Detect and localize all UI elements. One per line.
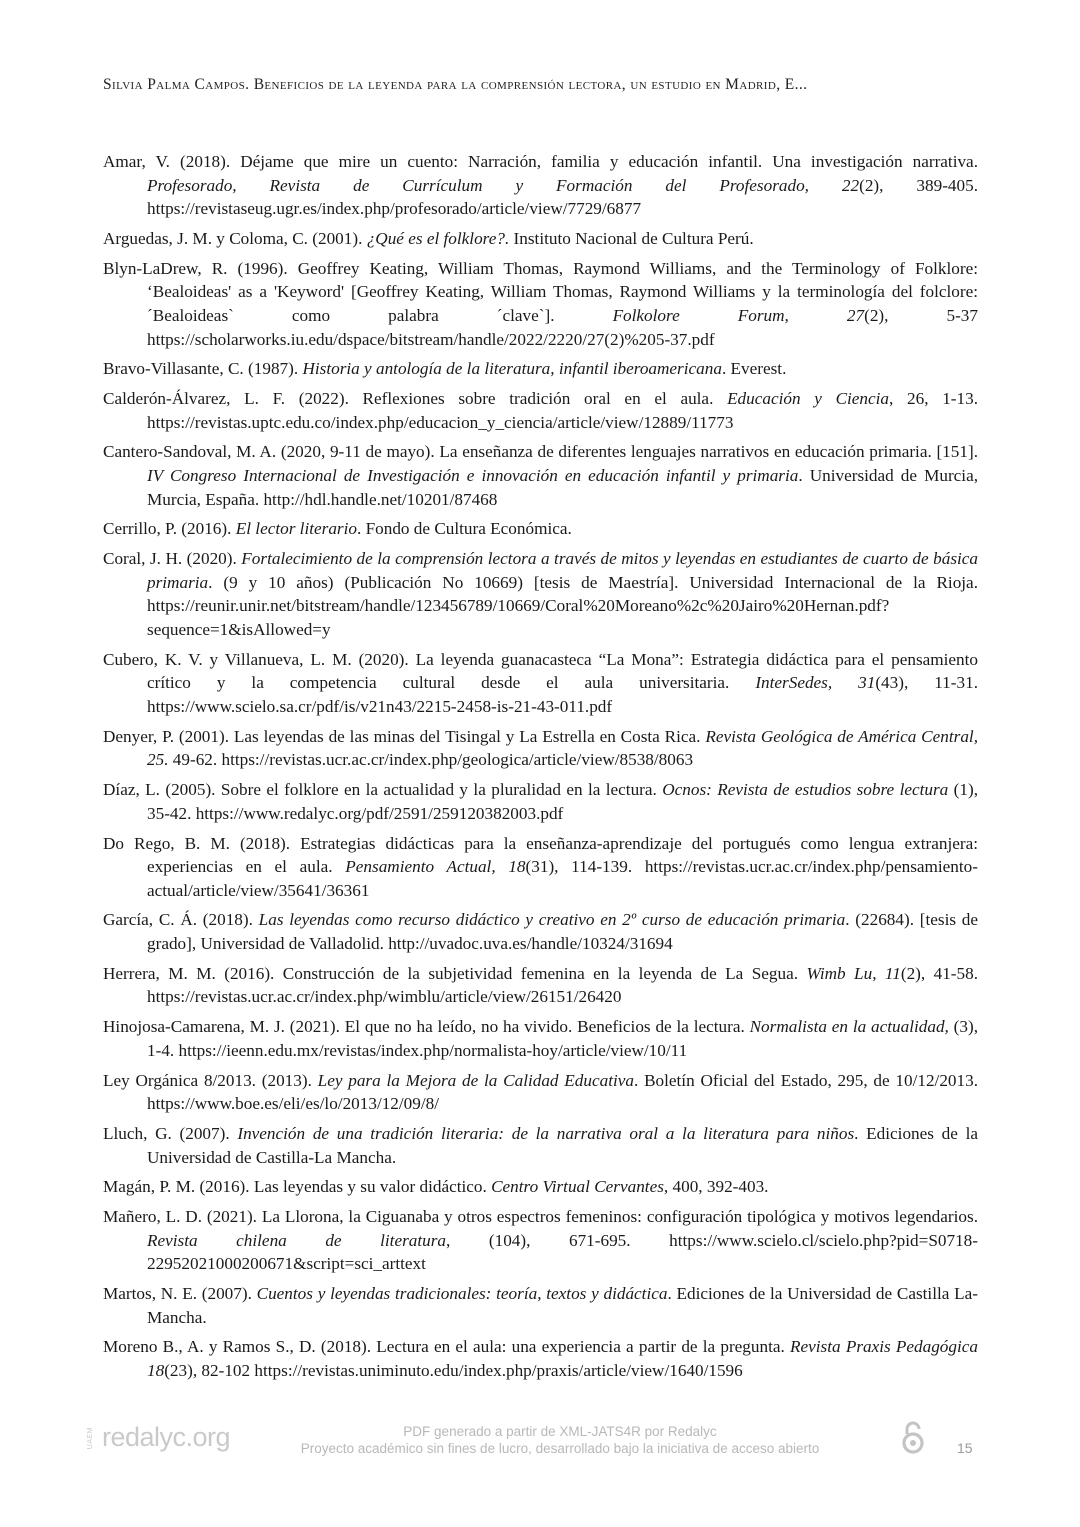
reference-source-title: IV Congreso Internacional de Investigación e innovación en educación infantil y primaria <box>147 466 799 486</box>
reference-source-title: ¿Qué es el folklore?. <box>366 228 510 248</box>
reference-source-title: Wimb Lu, 11 <box>806 963 901 983</box>
reference-text: . Universidad de Murcia, Murcia, España. http://hdl.handle.net/10201/87468 <box>147 466 978 509</box>
reference-source-title: InterSedes, 31 <box>755 673 876 693</box>
reference-text: Ley Orgánica 8/2013. (2013). <box>103 1070 318 1090</box>
reference-source-title: Centro Virtual Cervantes <box>491 1177 664 1197</box>
reference-entry <box>103 962 978 1009</box>
open-access-icon <box>899 1420 927 1456</box>
reference-source-title: Normalista en la actualidad, <box>749 1017 949 1037</box>
reference-text: García, C. Á. (2018). <box>103 910 259 930</box>
reference-entry <box>103 440 978 511</box>
reference-entry <box>103 257 978 351</box>
reference-entry <box>103 387 978 434</box>
reference-text: Mañero, L. D. (2021). La Llorona, la Ciguanaba y otros espectros femeninos: configuración tipológica y motivos legendarios. <box>103 1207 978 1227</box>
footer-line-2: Proyecto académico sin fines de lucro, desarrollado bajo la iniciativa de acceso abierto <box>300 1441 820 1456</box>
reference-text: Cubero, K. V. y Villanueva, L. M. (2020). La leyenda guanacasteca “La Mona”: Estrategia didáctica para el pensamiento crítico y la competencia cultural desde el aula universitaria. <box>103 649 978 693</box>
reference-text: . Boletín Oficial del Estado, 295, de 10/12/2013. https://www.boe.es/eli/es/lo/2013/12/09/8/ <box>147 1070 979 1114</box>
reference-text: , 400, 392-403. <box>663 1177 769 1197</box>
reference-source-title: Profesorado, Revista de Currículum y Formación del Profesorado, 22 <box>147 175 860 195</box>
reference-text: Cerrillo, P. (2016). <box>103 519 236 539</box>
reference-text: Amar, V. (2018). Déjame que mire un cuento: Narración, familia y educación infantil. Una investigación narrativa. <box>103 152 978 171</box>
reference-text: Arguedas, J. M. y Coloma, C. (2001). <box>103 228 367 248</box>
reference-text: Cantero-Sandoval, M. A. (2020, 9-11 de mayo). La enseñanza de diferentes lenguajes narrativos en educación primaria. [151]. <box>103 442 978 462</box>
reference-source-title: Folkolore Forum, 27 <box>612 305 865 325</box>
reference-text: (23), 82-102 https://revistas.uniminuto.edu/index.php/praxis/article/view/1640/1596 <box>164 1361 743 1381</box>
logo-sub-text: UAEM <box>87 1427 94 1450</box>
reference-text: Herrera, M. M. (2016). Construcción de la subjetividad femenina en la leyenda de La Segua. <box>103 963 807 983</box>
logo-text: redalyc.org <box>102 1422 231 1452</box>
reference-text: Magán, P. M. (2016). Las leyendas y su valor didáctico. <box>103 1177 492 1197</box>
reference-source-title: Invención de una tradición literaria: de la narrativa oral a la literatura para niños <box>237 1123 855 1143</box>
reference-text: Bravo-Villasante, C. (1987). <box>103 359 303 379</box>
reference-text: Coral, J. H. (2020). <box>103 549 242 569</box>
reference-text: Instituto Nacional de Cultura Perú. <box>509 228 754 248</box>
reference-text: Blyn-LaDrew, R. (1996). Geoffrey Keating, William Thomas, Raymond Williams, and the Terminology of Folklore: ‘Bealoideas' as a 'Keyword' [Geoffrey Keating, William Thomas, Raymond Williams y la terminología del folclore: ´Bealoideas` como palabra ´clave`]. <box>103 258 978 325</box>
reference-entry <box>103 1122 978 1169</box>
reference-entry <box>103 227 978 251</box>
reference-text: . Fondo de Cultura Económica. <box>356 519 572 539</box>
reference-entry <box>103 357 978 381</box>
reference-text: . Everest. <box>721 359 787 379</box>
reference-entry <box>103 725 978 772</box>
reference-source-title: Las leyendas como recurso didáctico y creativo en 2º curso de educación primaria <box>258 910 846 930</box>
reference-entry <box>103 517 978 541</box>
reference-entry <box>103 778 978 825</box>
reference-text: 49-62. https://revistas.ucr.ac.cr/index.php/geologica/article/view/8538/8063 <box>168 750 694 770</box>
reference-entry <box>103 1205 978 1276</box>
reference-source-title: Historia y antología de la literatura, infantil iberoamericana <box>302 359 722 379</box>
reference-source-title: Cuentos y leyendas tradicionales: teoría, textos y didáctica <box>256 1284 668 1304</box>
reference-text: (2), 5-37 https://scholarworks.iu.edu/dspace/bitstream/handle/2022/2220/27(2)%205-37.pdf <box>147 305 978 349</box>
running-header: Silvia Palma Campos. Beneficios de la leyenda para la comprensión lectora, un estudio en Madrid, E... <box>103 76 808 93</box>
reference-source-title: Revista Geológica de América Central, 25. <box>147 726 978 770</box>
reference-text: Calderón-Álvarez, L. F. (2022). Reflexiones sobre tradición oral en el aula. <box>103 389 728 409</box>
reference-text: (1), 35-42. https://www.redalyc.org/pdf/2591/259120382003.pdf <box>147 780 979 823</box>
reference-text: . Ediciones de la Universidad de Castilla La-Mancha. <box>147 1284 978 1327</box>
reference-text: Martos, N. E. (2007). <box>103 1284 257 1304</box>
reference-entry <box>103 1069 978 1116</box>
reference-text: Díaz, L. (2005). Sobre el folklore en la actualidad y la pluralidad en la lectura. <box>103 780 663 800</box>
reference-text: . (22684). [tesis de grado], Universidad de Valladolid. http://uvadoc.uva.es/handle/10324/31694 <box>147 910 978 954</box>
reference-list <box>103 150 978 1389</box>
reference-entry <box>103 1335 978 1382</box>
reference-text: Hinojosa-Camarena, M. J. (2021). El que no ha leído, no ha vivido. Beneficios de la lectura. <box>103 1017 750 1037</box>
reference-source-title: Revista Praxis Pedagógica 18 <box>147 1337 978 1381</box>
footer-note <box>260 1423 860 1457</box>
reference-text: (2), 41-58. https://revistas.ucr.ac.cr/index.php/wimblu/article/view/26151/26420 <box>147 963 979 1007</box>
page-footer <box>0 1418 1080 1478</box>
reference-source-title: Fortalecimiento de la comprensión lectora a través de mitos y leyendas en estudiantes de cuarto de básica primaria <box>147 549 978 592</box>
reference-text: (31), 114-139. https://revistas.ucr.ac.cr/index.php/pensamiento-actual/article/view/35641/36361 <box>147 857 978 900</box>
reference-source-title: El lector literario <box>235 519 357 539</box>
reference-text: (43), 11-31. https://www.scielo.sa.cr/pdf/is/v21n43/2215-2458-is-21-43-011.pdf <box>147 673 978 716</box>
reference-entry <box>103 648 978 719</box>
reference-entry <box>103 1282 978 1329</box>
reference-entry <box>103 150 978 221</box>
reference-source-title: Ley para la Mejora de la Calidad Educativa <box>317 1070 634 1090</box>
reference-text: . Ediciones de la Universidad de Castilla-La Mancha. <box>147 1123 979 1167</box>
reference-text: Moreno B., A. y Ramos S., D. (2018). Lectura en el aula: una experiencia a partir de la pregunta. <box>103 1337 791 1357</box>
reference-entry <box>103 832 978 903</box>
reference-entry <box>103 908 978 955</box>
reference-text: Do Rego, B. M. (2018). Estrategias didácticas para la enseñanza-aprendizaje del portugués como lengua extranjera: experiencias en el aula. <box>103 833 978 877</box>
page-number: 15 <box>957 1440 973 1456</box>
reference-source-title: Educación y Ciencia <box>727 389 890 409</box>
reference-source-title: Pensamiento Actual, 18 <box>345 857 526 877</box>
reference-text: (2), 389-405. https://revistaseug.ugr.es/index.php/profesorado/article/view/7729/6877 <box>147 175 978 219</box>
reference-text: , (104), 671-695. https://www.scielo.cl/scielo.php?pid=S0718-22952021000200671&script=sci_arttext <box>147 1230 978 1274</box>
footer-line-1: PDF generado a partir de XML-JATS4R por Redalyc <box>403 1424 717 1439</box>
reference-entry <box>103 547 978 641</box>
reference-text: Lluch, G. (2007). <box>103 1123 238 1143</box>
reference-text: (3), 1-4. https://ieenn.edu.mx/revistas/index.php/normalista-hoy/article/view/10/11 <box>147 1017 979 1060</box>
reference-text: Denyer, P. (2001). Las leyendas de las minas del Tisingal y La Estrella en Costa Rica. <box>103 726 706 746</box>
redalyc-logo[interactable] <box>87 1422 231 1453</box>
reference-source-title: Revista chilena de literatura <box>147 1230 447 1250</box>
reference-text: . (9 y 10 años) (Publicación No 10669) [tesis de Maestría]. Universidad Internacional de la Rioja. https://reunir.unir.net/bitstream/handle/123456789/10669/Coral%20Moreano%2c%20Jairo%20Hernan.pdf?sequence=1&isAllowed=y <box>147 572 978 639</box>
reference-text: , 26, 1-13. https://revistas.uptc.edu.co/index.php/educacion_y_ciencia/article/view/12889/11773 <box>147 389 978 432</box>
reference-entry <box>103 1175 978 1199</box>
reference-source-title: Ocnos: Revista de estudios sobre lectura <box>662 780 949 800</box>
reference-entry <box>103 1015 978 1062</box>
